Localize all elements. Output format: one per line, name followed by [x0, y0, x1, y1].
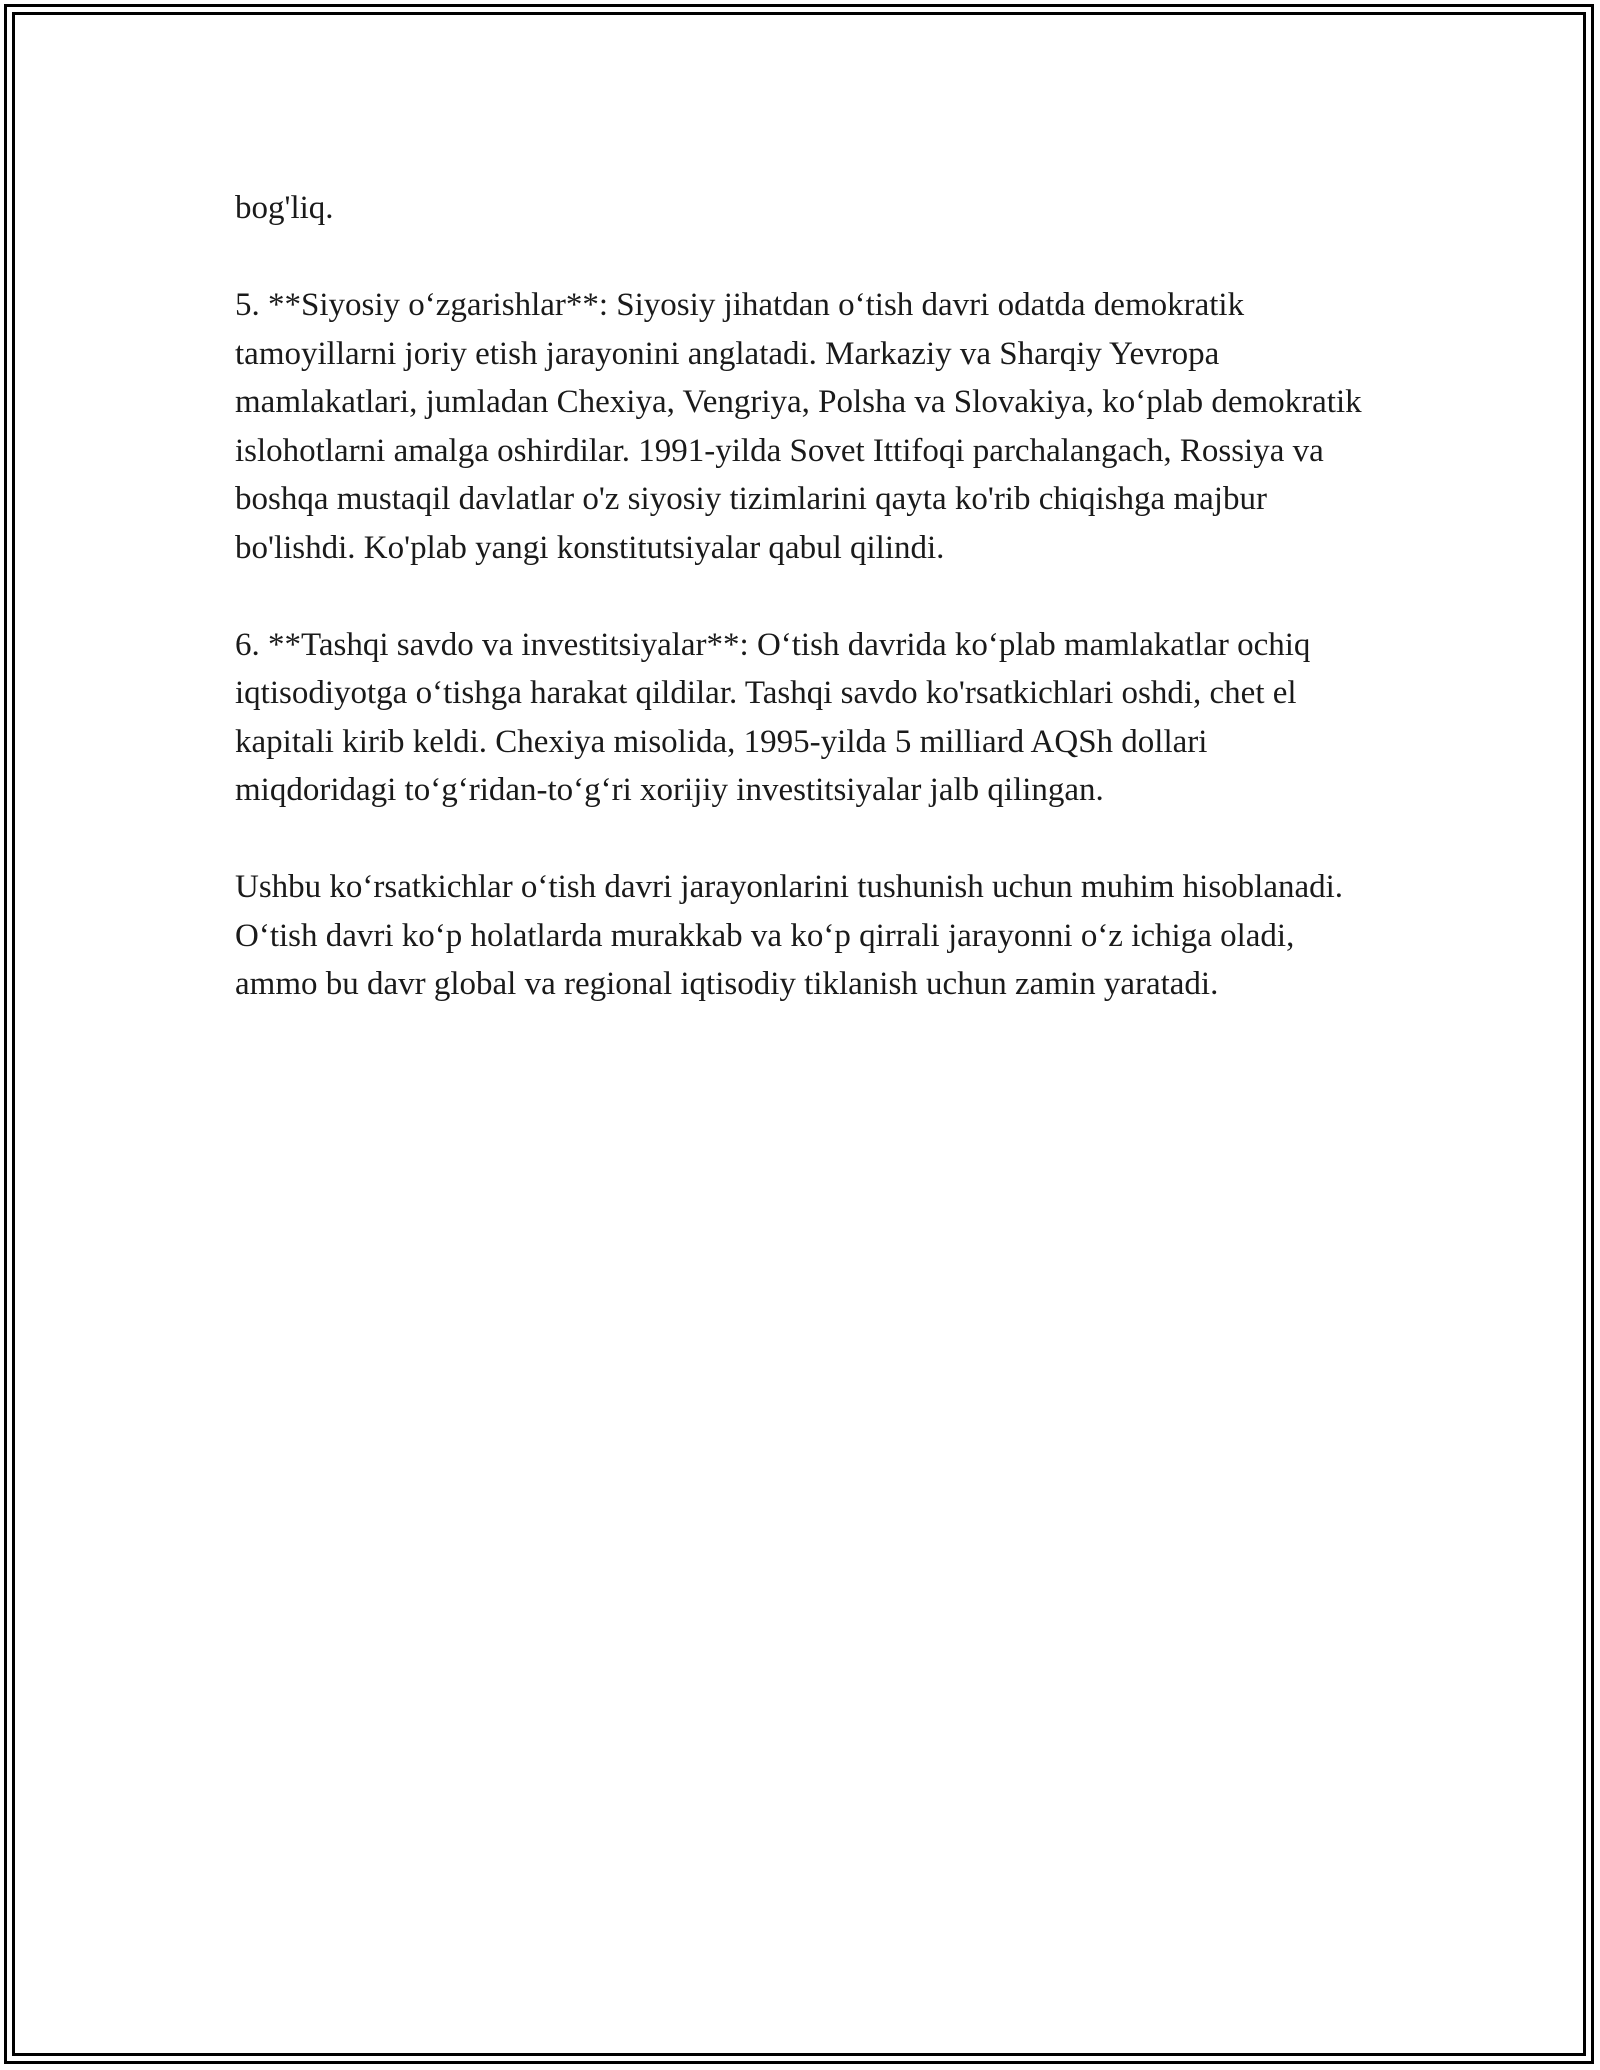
paragraph-foreign-trade: 6. **Tashqi savdo va investitsiyalar**: Oʻtish davrida koʻplab mamlakatlar ochiq iqtisodiyotga oʻtishga harakat qildilar. Tashqi savdo ko'rsatkichlari oshdi, chet el kapitali kirib keldi. Chexiya misolida, 1995-yilda 5 milliard AQSh dollari miqdoridagi toʻgʻridan-toʻgʻri xorijiy investitsiyalar jalb qilingan.	[235, 626, 1311, 808]
paragraph-continuation: bog'liq.	[235, 190, 334, 226]
paragraph-political-changes: 5. **Siyosiy oʻzgarishlar**: Siyosiy jihatdan oʻtish davri odatda demokratik tamoyillarni joriy etish jarayonini anglatadi. Markaziy va Sharqiy Yevropa mamlakatlari, jumladan Chexiya, Vengriya, Polsha va Slovakiya, koʻplab demokratik islohotlarni amalga oshirdilar. 1991-yilda Sovet Ittifoqi parchalangach, Rossiya va boshqa mustaqil davlatlar o'z siyosiy tizimlarini qayta ko'rib chiqishga majbur bo'lishdi. Ko'plab yangi konstitutsiyalar qabul qilindi.	[235, 287, 1362, 566]
document-body	[235, 184, 1365, 1057]
paragraph-conclusion: Ushbu koʻrsatkichlar oʻtish davri jarayonlarini tushunish uchun muhim hisoblanadi. Oʻtish davri koʻp holatlarda murakkab va koʻp qirrali jarayonni oʻz ichiga oladi, ammo bu davr global va regional iqtisodiy tiklanish uchun zamin yaratadi.	[235, 869, 1344, 1002]
